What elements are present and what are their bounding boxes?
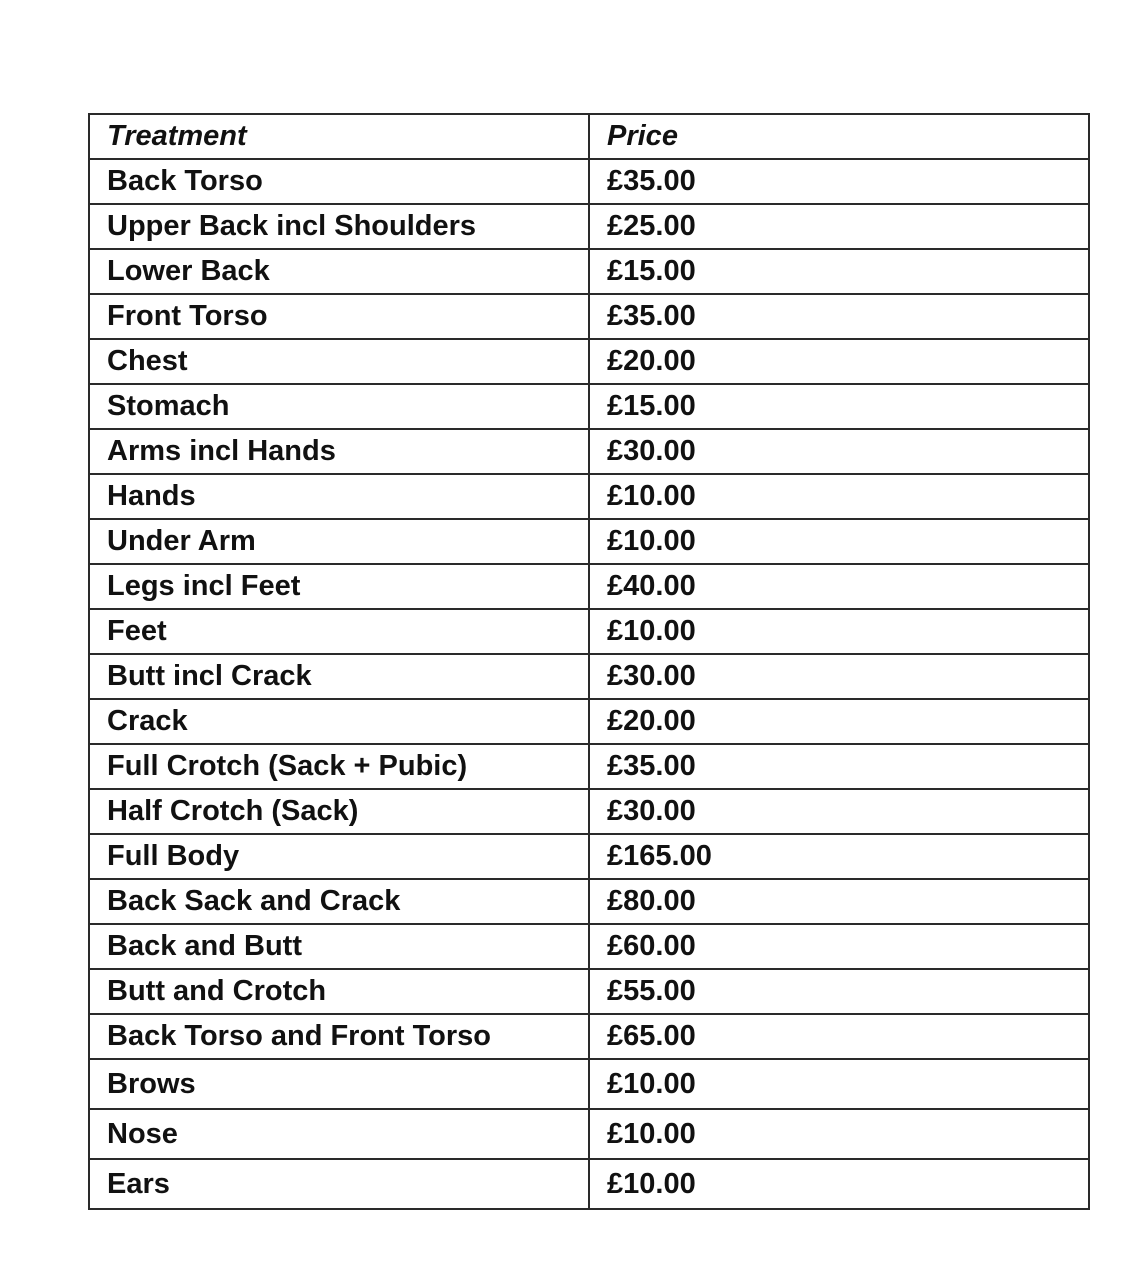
table-row xyxy=(89,699,1089,744)
price-cell: £65.00 xyxy=(589,1014,1089,1059)
price-cell: £10.00 xyxy=(589,1059,1089,1109)
price-cell: £35.00 xyxy=(589,744,1089,789)
price-cell: £20.00 xyxy=(589,699,1089,744)
treatment-cell: Lower Back xyxy=(89,249,589,294)
table-row xyxy=(89,789,1089,834)
table-row xyxy=(89,654,1089,699)
treatment-cell: Back Sack and Crack xyxy=(89,879,589,924)
price-cell: £25.00 xyxy=(589,204,1089,249)
treatment-cell: Hands xyxy=(89,474,589,519)
price-cell: £30.00 xyxy=(589,654,1089,699)
treatment-cell: Stomach xyxy=(89,384,589,429)
treatment-cell: Crack xyxy=(89,699,589,744)
table-row xyxy=(89,879,1089,924)
treatment-cell: Full Crotch (Sack + Pubic) xyxy=(89,744,589,789)
price-cell: £20.00 xyxy=(589,339,1089,384)
table-row xyxy=(89,744,1089,789)
price-cell: £15.00 xyxy=(589,249,1089,294)
treatment-cell: Butt and Crotch xyxy=(89,969,589,1014)
treatment-cell: Nose xyxy=(89,1109,589,1159)
price-cell: £10.00 xyxy=(589,609,1089,654)
table-row xyxy=(89,1159,1089,1209)
table-row xyxy=(89,429,1089,474)
table-row xyxy=(89,159,1089,204)
price-cell: £10.00 xyxy=(589,1159,1089,1209)
table-row xyxy=(89,1059,1089,1109)
price-cell: £165.00 xyxy=(589,834,1089,879)
price-cell: £35.00 xyxy=(589,159,1089,204)
table-row xyxy=(89,519,1089,564)
treatment-cell: Upper Back incl Shoulders xyxy=(89,204,589,249)
treatment-cell: Butt incl Crack xyxy=(89,654,589,699)
table-row xyxy=(89,564,1089,609)
price-cell: £35.00 xyxy=(589,294,1089,339)
price-table xyxy=(88,113,1090,1210)
table-row xyxy=(89,924,1089,969)
price-cell: £30.00 xyxy=(589,789,1089,834)
price-cell: £10.00 xyxy=(589,519,1089,564)
table-row xyxy=(89,609,1089,654)
price-cell: £80.00 xyxy=(589,879,1089,924)
treatment-cell: Full Body xyxy=(89,834,589,879)
price-cell: £60.00 xyxy=(589,924,1089,969)
price-cell: £10.00 xyxy=(589,1109,1089,1159)
treatment-cell: Arms incl Hands xyxy=(89,429,589,474)
price-cell: £10.00 xyxy=(589,474,1089,519)
table-row xyxy=(89,249,1089,294)
table-row xyxy=(89,969,1089,1014)
table-row xyxy=(89,384,1089,429)
table-row xyxy=(89,1109,1089,1159)
price-cell: £30.00 xyxy=(589,429,1089,474)
table-row xyxy=(89,204,1089,249)
treatment-cell: Back Torso xyxy=(89,159,589,204)
price-cell: £55.00 xyxy=(589,969,1089,1014)
table-row xyxy=(89,834,1089,879)
treatment-cell: Legs incl Feet xyxy=(89,564,589,609)
treatment-cell: Front Torso xyxy=(89,294,589,339)
table-row xyxy=(89,474,1089,519)
treatment-column-header: Treatment xyxy=(89,114,589,159)
table-header-row xyxy=(89,114,1089,159)
treatment-cell: Ears xyxy=(89,1159,589,1209)
price-column-header: Price xyxy=(589,114,1089,159)
treatment-cell: Back Torso and Front Torso xyxy=(89,1014,589,1059)
treatment-cell: Under Arm xyxy=(89,519,589,564)
treatment-cell: Brows xyxy=(89,1059,589,1109)
table-row xyxy=(89,294,1089,339)
table-row xyxy=(89,339,1089,384)
table-row xyxy=(89,1014,1089,1059)
treatment-cell: Chest xyxy=(89,339,589,384)
table-body xyxy=(89,159,1089,1209)
treatment-cell: Back and Butt xyxy=(89,924,589,969)
treatment-cell: Feet xyxy=(89,609,589,654)
price-cell: £15.00 xyxy=(589,384,1089,429)
treatment-cell: Half Crotch (Sack) xyxy=(89,789,589,834)
price-cell: £40.00 xyxy=(589,564,1089,609)
